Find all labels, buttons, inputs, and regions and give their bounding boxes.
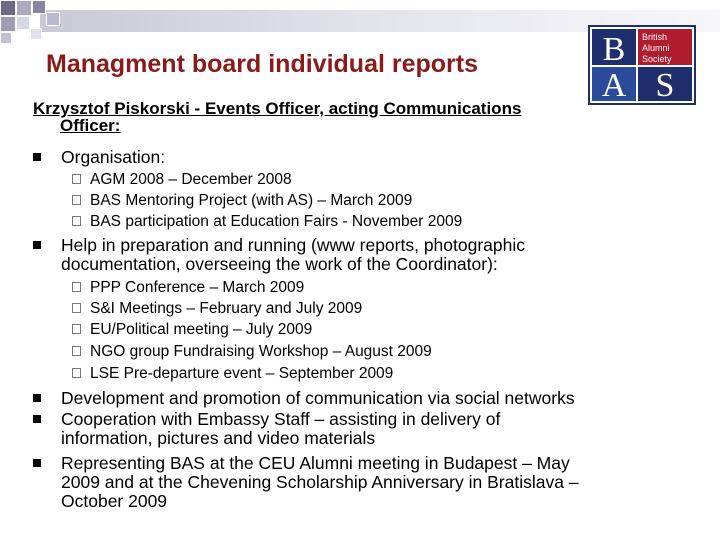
bullet-text: Development and promotion of communication via social networks — [61, 388, 575, 408]
bullet-text-line: information, pictures and video materials — [61, 428, 376, 448]
square-bullet-icon — [33, 241, 41, 249]
heading-line-2: Officer: — [60, 116, 121, 135]
checkbox-bullet-icon — [72, 216, 81, 226]
checkbox-bullet-icon — [72, 324, 81, 334]
report-heading — [33, 100, 633, 134]
bullet-text-line: Help in preparation and running (www reports, photographic — [61, 235, 526, 255]
checkbox-bullet-icon — [72, 174, 81, 184]
bullet-text-line: October 2009 — [61, 491, 168, 511]
bullet-text — [61, 454, 661, 511]
bullet-text-line: Representing BAS at the CEU Alumni meeting in Budapest – May — [61, 453, 570, 473]
sub-item-text: AGM 2008 – December 2008 — [90, 171, 292, 188]
sub-item-text: S&I Meetings – February and July 2009 — [90, 300, 363, 317]
logo-word-alumni: Alumni — [642, 43, 670, 53]
checkbox-bullet-icon — [72, 282, 81, 292]
square-bullet-icon — [33, 459, 41, 467]
square-bullet-icon — [33, 415, 41, 423]
bullet-text-line: 2009 and at the Chevening Scholarship Anniversary in Bratislava – — [61, 472, 579, 492]
deco-square — [0, 0, 16, 16]
deco-square — [30, 28, 42, 40]
heading-line-1: Krzysztof Piskorski - Events Officer, acting Communications — [33, 99, 522, 118]
logo-letter-a: A — [601, 67, 627, 104]
logo-letter-b: B — [602, 31, 626, 68]
logo-word-society: Society — [642, 54, 672, 64]
checkbox-bullet-icon — [72, 195, 81, 205]
deco-square — [0, 32, 12, 44]
bullet-text — [61, 236, 661, 274]
bas-logo — [588, 25, 696, 105]
bullet-text — [61, 410, 661, 448]
checkbox-bullet-icon — [72, 346, 81, 356]
sub-item-text: BAS participation at Education Fairs - November 2009 — [90, 213, 463, 230]
deco-square — [0, 16, 16, 32]
slide-title: Managment board individual reports — [46, 50, 478, 78]
sub-item-text: LSE Pre-departure event – September 2009 — [90, 365, 394, 382]
deco-square — [16, 16, 30, 30]
bullet-text-line: Cooperation with Embassy Staff – assisting in delivery of — [61, 409, 501, 429]
sub-item-text: PPP Conference – March 2009 — [90, 279, 305, 296]
sub-item-text: NGO group Fundraising Workshop – August 2009 — [90, 343, 432, 360]
square-bullet-icon — [33, 153, 41, 161]
deco-square — [32, 0, 46, 14]
logo-word-british: British — [642, 32, 668, 42]
sub-item-text: BAS Mentoring Project (with AS) – March 2009 — [90, 192, 413, 209]
bullet-text-line: documentation, overseeing the work of the Coordinator): — [61, 254, 498, 274]
deco-square — [46, 12, 60, 26]
checkbox-bullet-icon — [72, 303, 81, 313]
bullet-text: Organisation: — [61, 147, 166, 167]
deco-square — [16, 0, 32, 16]
square-bullet-icon — [33, 394, 41, 402]
checkbox-bullet-icon — [72, 368, 81, 378]
sub-item-text: EU/Political meeting – July 2009 — [90, 321, 313, 338]
logo-letter-s: S — [655, 67, 675, 104]
